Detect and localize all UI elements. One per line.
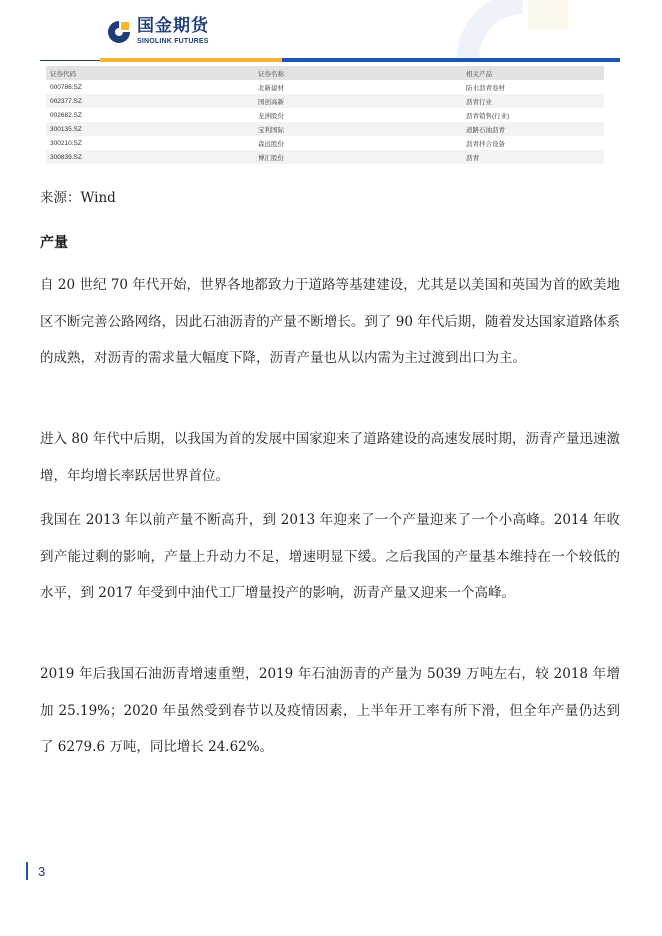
cell-code: 300135.SZ <box>46 122 254 136</box>
logo-chinese-name: 国金期货 <box>137 16 209 36</box>
page-number: 3 <box>38 864 46 879</box>
securities-table <box>46 66 604 164</box>
table-header-row <box>46 66 604 80</box>
paragraph: 我国在 2013 年以前产量不断高升，到 2013 年迎来了一个产量迎来了一个小高峰。2014 年收到产能过剩的影响，产量上升动力不足，增速明显下缓。之后我国的产量基本维持在一个较低的水平，到 2017 年受到中油代工厂增量投产的影响，沥青产量又迎来一个高峰。 <box>40 512 620 601</box>
table-row <box>46 94 604 108</box>
cell-code: 000786.SZ <box>50 83 82 91</box>
cell-code: 002682.SZ <box>50 111 82 119</box>
paragraph: 2019 年后我国石油沥青增速重塑，2019 年石油沥青的产量为 5039 万吨左右，较 2018 年增加 25.19%；2020 年虽然受到春节以及疫情因素，上半年开工率有所下滑，但全年产量仍达到了 6279.6 万吨，同比增长 24.62%。 <box>40 666 620 755</box>
cell-product: 沥青行业 <box>462 94 604 108</box>
paragraph: 自 20 世纪 70 年代开始，世界各地都致力于道路等基建建设，尤其是以美国和英国为首的欧美地区不断完善公路网络，因此石油沥青的产量不断增长。到了 90 年代后期，随着发达国家道路体系的成熟，对沥青的需求量大幅度下降，沥青产量也从以内需为主过渡到出口为主。 <box>40 277 620 366</box>
watermark-logo-icon <box>448 0 588 58</box>
section-heading: 产量 <box>40 235 68 251</box>
column-header-product: 相关产品 <box>462 66 604 80</box>
cell-name: 北新建材 <box>258 84 284 92</box>
cell-name: 宝利国际 <box>254 122 462 136</box>
table-row <box>46 122 604 136</box>
logo-mark-icon <box>106 19 132 45</box>
cell-product: 防水沥青卷材 <box>466 84 505 92</box>
cell-product: 沥青销售(行业) <box>466 112 510 120</box>
cell-product: 沥青 <box>462 150 604 164</box>
cell-product: 道路石油沥青 <box>462 122 604 136</box>
cell-code: 002377.SZ <box>46 94 254 108</box>
cell-name: 森远股份 <box>258 140 284 148</box>
cell-name: 博汇股份 <box>254 150 462 164</box>
cell-product: 沥青拌合设备 <box>466 140 505 148</box>
table-row <box>46 150 604 164</box>
cell-code: 300839.SZ <box>46 150 254 164</box>
table-row <box>46 80 604 94</box>
column-header-name: 证券名称 <box>254 66 462 80</box>
header-divider <box>40 58 620 62</box>
column-header-code: 证券代码 <box>46 66 254 80</box>
company-logo <box>106 18 209 45</box>
source-note: 来源：Wind <box>40 190 116 206</box>
footer-accent-bar <box>26 862 28 880</box>
cell-code: 300210.SZ <box>50 139 82 147</box>
cell-name: 龙洲股份 <box>258 112 284 120</box>
paragraph: 进入 80 年代中后期，以我国为首的发展中国家迎来了道路建设的高速发展时期，沥青产量迅速激增，年均增长率跃居世界首位。 <box>40 431 620 484</box>
logo-english-name: SINOLINK FUTURES <box>137 38 209 45</box>
cell-name: 国创高新 <box>254 94 462 108</box>
table-row <box>46 136 604 150</box>
table-row <box>46 108 604 122</box>
